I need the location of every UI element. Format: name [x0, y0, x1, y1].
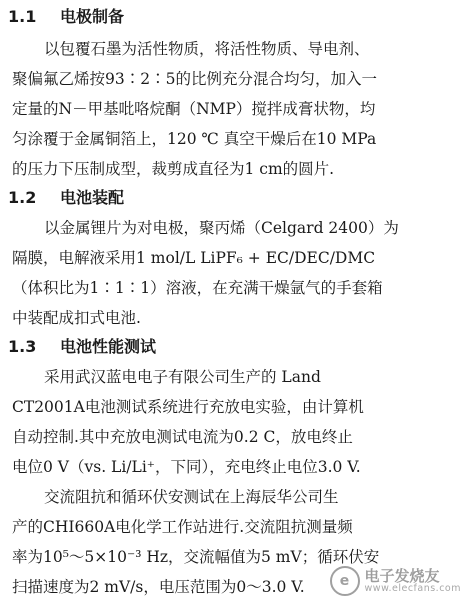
watermark-text-cn: 电子发烧友: [364, 566, 440, 585]
paragraph-line: 扫描速度为2 mV/s，电压范围为0～3.0 V.: [12, 578, 305, 596]
section-number: 1.2: [8, 188, 37, 207]
paragraph-line: 产的CHI660A电化学工作站进行.交流阻抗测量频: [12, 518, 353, 536]
section-heading-performance-test: [8, 332, 156, 362]
paragraph-line: 定量的N－甲基吡咯烷酮（NMP）搅拌成膏状物，均: [12, 100, 376, 118]
section-heading-electrode-prep: [8, 2, 124, 32]
section-title: 电极制备: [60, 7, 125, 26]
section-heading-battery-assembly: [8, 183, 124, 213]
paragraph-line: 采用武汉蓝电电子有限公司生产的 Land: [44, 368, 321, 386]
watermark: [330, 566, 461, 596]
paragraph-line: 匀涂覆于金属铜箔上，120 ℃ 真空干燥后在10 MPa: [12, 130, 377, 148]
watermark-logo-icon: e: [330, 566, 360, 596]
section-number: 1.3: [8, 337, 37, 356]
watermark-text-en: www.elecfans.com: [364, 583, 461, 595]
paragraph-line: 率为10⁵～5×10⁻³ Hz，交流幅值为5 mV；循环伏安: [12, 548, 380, 566]
paragraph-line: 中装配成扣式电池.: [12, 309, 141, 327]
paragraph-line: 电位0 V（vs. Li/Li⁺，下同），充电终止电位3.0 V.: [12, 458, 361, 476]
paragraph-line: 以金属锂片为对电极，聚丙烯（Celgard 2400）为: [44, 219, 399, 237]
paragraph-line: 隔膜，电解液采用1 mol/L LiPF₆ + EC/DEC/DMC: [12, 249, 376, 267]
section-number: 1.1: [8, 7, 37, 26]
watermark-text: [365, 568, 461, 595]
paragraph-line: 自动控制.其中充放电测试电流为0.2 C，放电终止: [12, 428, 353, 446]
section-title: 电池装配: [60, 188, 125, 207]
paragraph-line: CT2001A电池测试系统进行充放电实验，由计算机: [12, 398, 364, 416]
paragraph-line: 的压力下压制成型，裁剪成直径为1 cm的圆片.: [12, 160, 335, 178]
paragraph-line: 聚偏氟乙烯按93∶2∶5的比例充分混合均匀，加入一: [12, 70, 377, 88]
section-title: 电池性能测试: [60, 337, 157, 356]
paragraph-line: 交流阻抗和循环伏安测试在上海辰华公司生: [44, 488, 339, 506]
paragraph-line: 以包覆石墨为活性物质，将活性物质、导电剂、: [44, 40, 370, 58]
paragraph-line: （体积比为1∶1∶1）溶液，在充满干燥氩气的手套箱: [12, 279, 383, 297]
